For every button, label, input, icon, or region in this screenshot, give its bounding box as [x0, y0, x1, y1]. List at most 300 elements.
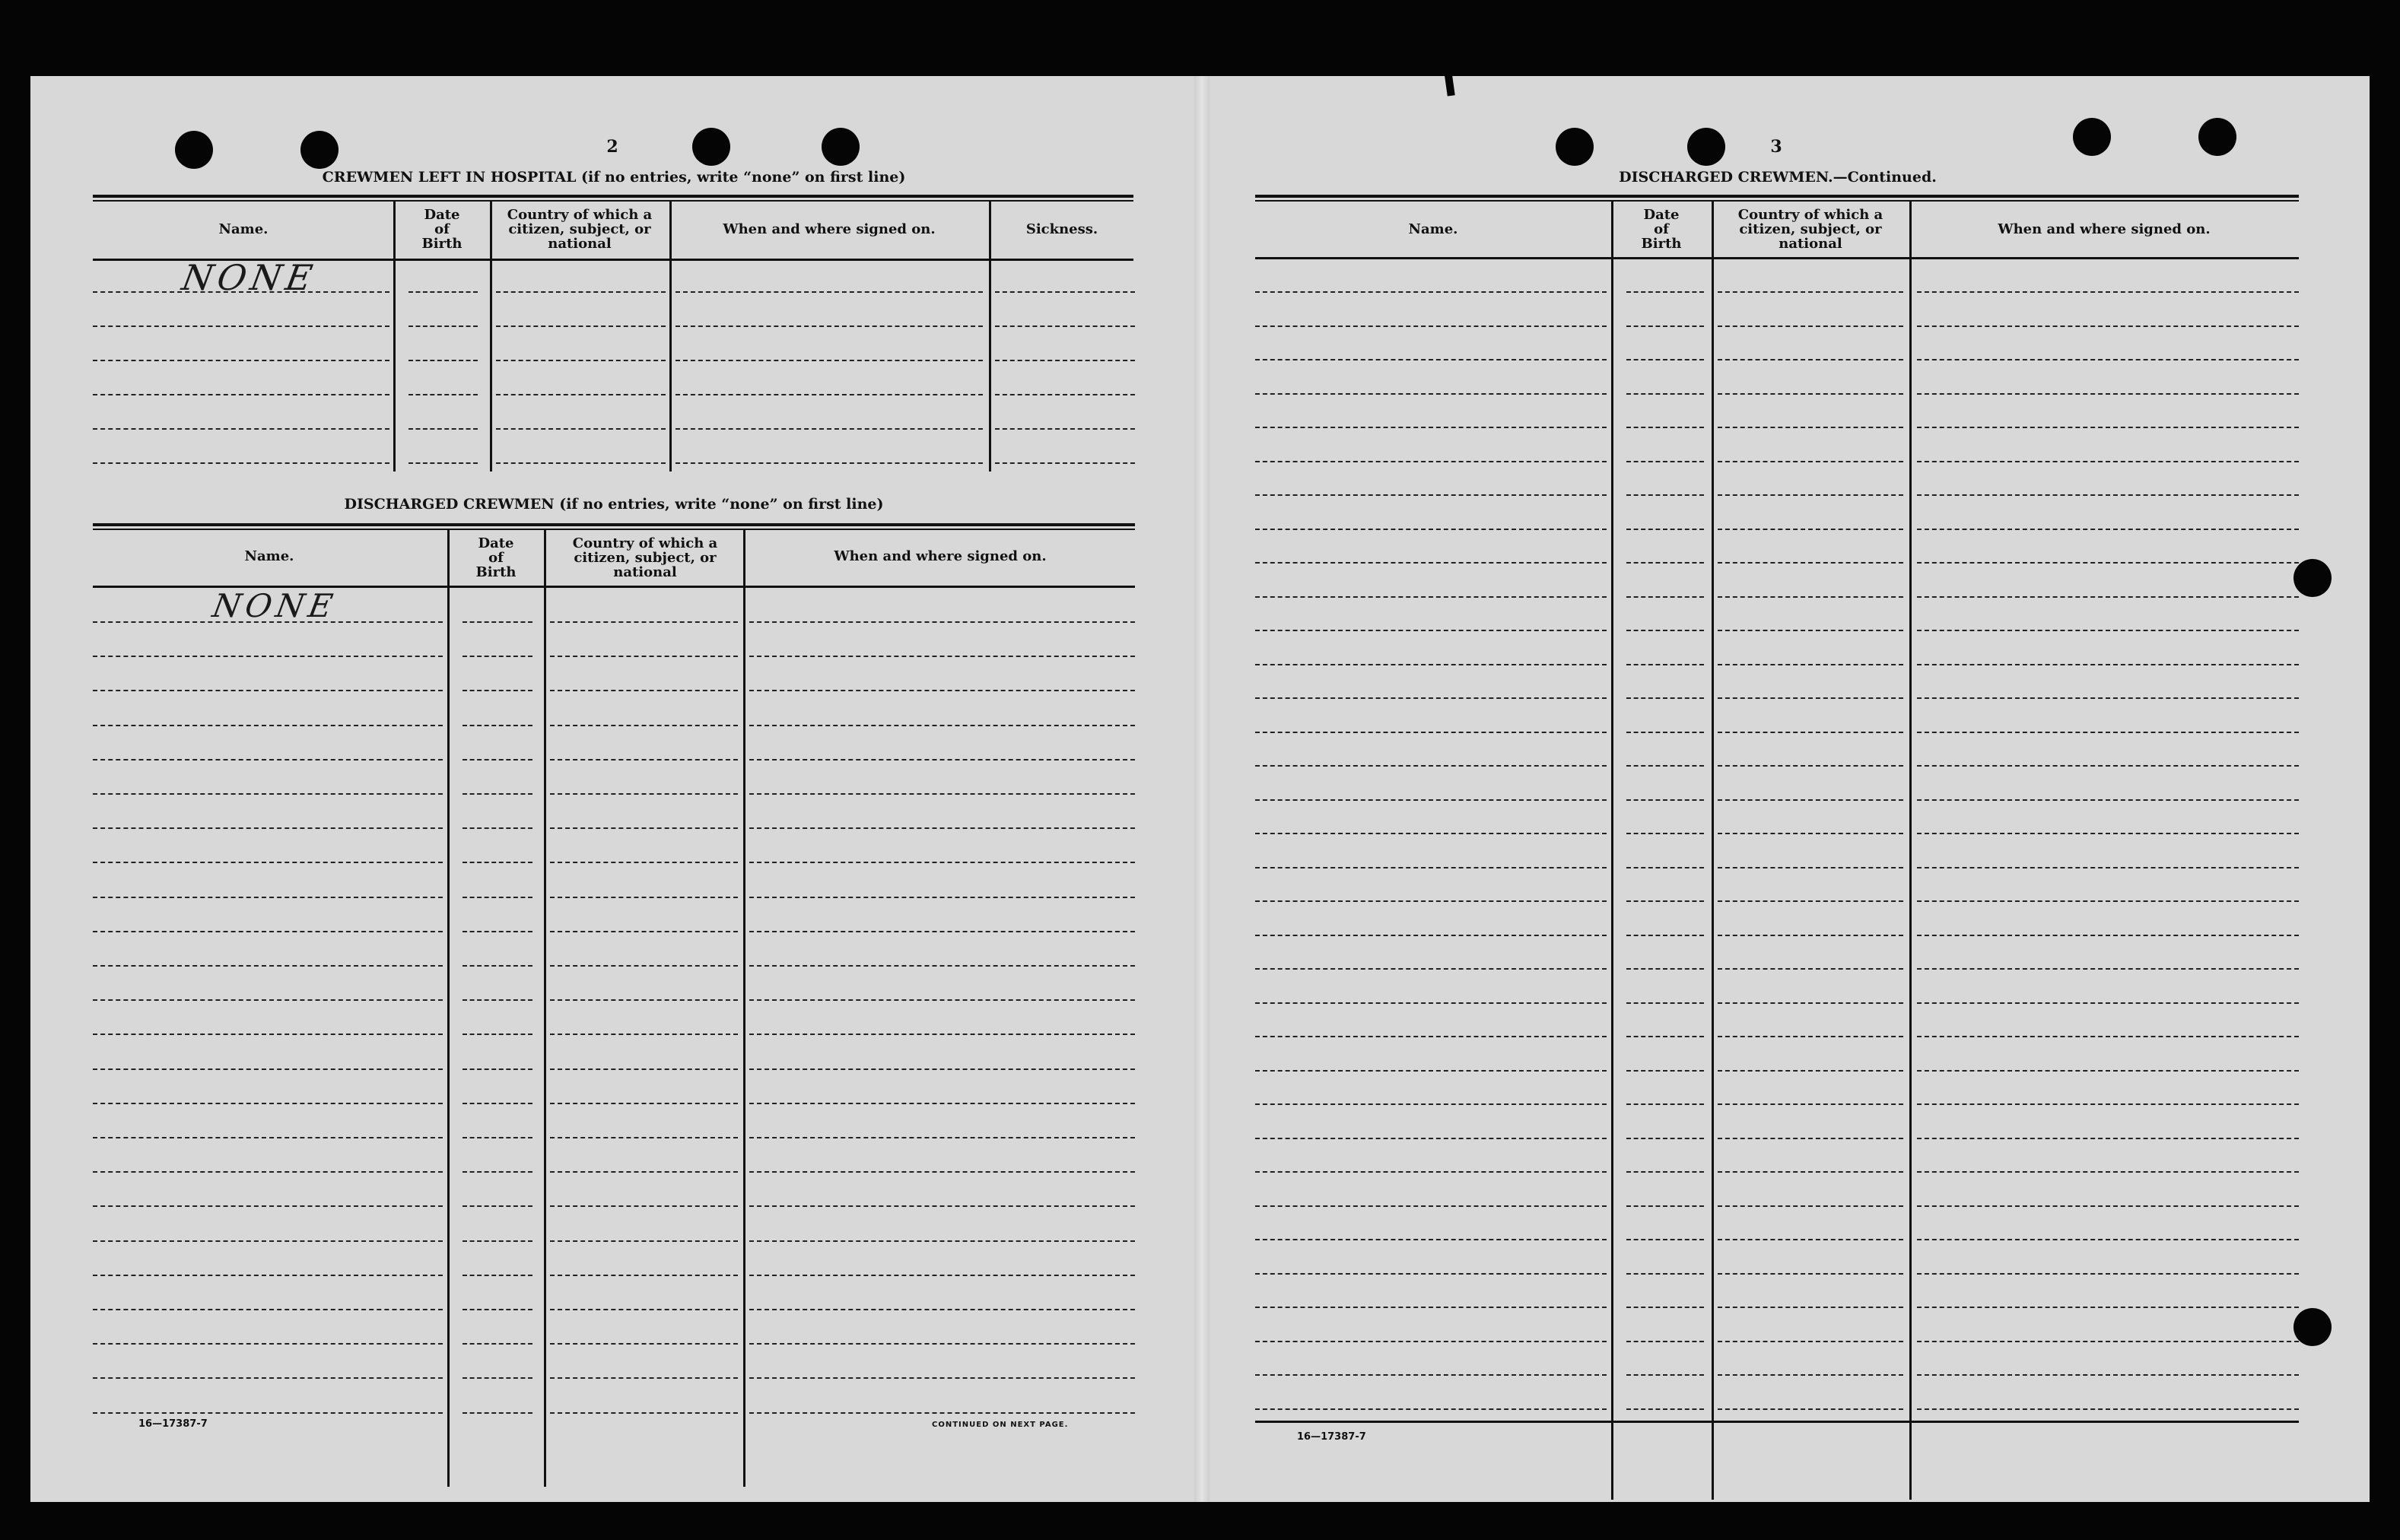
- ruled-line: [408, 291, 478, 293]
- ruled-line: [550, 1240, 738, 1242]
- ruled-line: [550, 931, 738, 932]
- ruled-line: [675, 428, 983, 430]
- ruled-line: [749, 1171, 1135, 1173]
- ruled-line: [1255, 664, 1607, 665]
- ruled-line: [463, 1137, 532, 1138]
- ruled-line: [1255, 1408, 1607, 1410]
- ruled-line: [93, 1240, 443, 1242]
- col-header-country: Country of which a citizen, subject, or national: [1737, 207, 1883, 252]
- ruled-line: [463, 621, 532, 623]
- ruled-line: [93, 759, 443, 760]
- ruled-line: [1626, 562, 1704, 564]
- handwritten-none: NONE: [209, 587, 340, 624]
- table-top-rule: [93, 195, 1133, 198]
- table-top-rule: [1255, 200, 2299, 202]
- ruled-line: [1255, 1138, 1607, 1139]
- ruled-line: [93, 1377, 443, 1379]
- ruled-line: [749, 1377, 1135, 1379]
- ruled-line: [93, 965, 443, 967]
- ruled-line: [749, 690, 1135, 691]
- ruled-line: [749, 725, 1135, 726]
- ruled-line: [1626, 494, 1704, 496]
- col-header-dob: Date of Birth: [1641, 207, 1682, 252]
- ruled-line: [995, 394, 1135, 395]
- ruled-line: [93, 656, 443, 657]
- ruled-line: [463, 725, 532, 726]
- ruled-line: [1718, 1205, 1903, 1207]
- punch-hole: [2294, 559, 2332, 597]
- ruled-line: [1718, 325, 1903, 327]
- ruled-line: [1718, 1341, 1903, 1342]
- hospital-section-title: CREWMEN LEFT IN HOSPITAL (if no entries, write “none” on first line): [322, 169, 906, 186]
- ruled-line: [1718, 900, 1903, 902]
- ruled-line: [675, 325, 983, 327]
- ruled-line: [1626, 1036, 1704, 1037]
- ruled-line: [1626, 291, 1704, 293]
- column-divider: [1611, 202, 1613, 1500]
- ruled-line: [93, 621, 443, 623]
- ruled-line: [675, 462, 983, 464]
- col-header-sickness: Sickness.: [1025, 221, 1098, 237]
- punch-hole: [2198, 118, 2236, 156]
- ruled-line: [749, 1103, 1135, 1104]
- col-header-dob: Date of Birth: [421, 207, 463, 252]
- ruled-line: [1917, 732, 2299, 733]
- col-header-signed-on: When and where signed on.: [834, 548, 1047, 564]
- ruled-line: [1626, 359, 1704, 360]
- ruled-line: [93, 862, 443, 863]
- ruled-line: [1917, 461, 2299, 462]
- ruled-line: [93, 999, 443, 1001]
- ruled-line: [93, 1103, 443, 1104]
- ruled-line: [1255, 867, 1607, 868]
- ruled-line: [1255, 427, 1607, 428]
- ruled-line: [463, 656, 532, 657]
- page-number-right: 3: [1770, 137, 1782, 157]
- ruled-line: [1917, 765, 2299, 767]
- ruled-line: [1917, 867, 2299, 868]
- ruled-line: [1917, 1273, 2299, 1275]
- ruled-line: [1255, 935, 1607, 936]
- ruled-line: [1255, 291, 1607, 293]
- ruled-line: [1718, 968, 1903, 970]
- table-bottom-rule: [1255, 1421, 2299, 1423]
- ruled-line: [749, 759, 1135, 760]
- ruled-line: [1626, 529, 1704, 530]
- ruled-line: [1917, 799, 2299, 801]
- ruled-line: [1718, 494, 1903, 496]
- ruled-line: [463, 827, 532, 829]
- ruled-line: [550, 1343, 738, 1345]
- ruled-line: [1718, 1307, 1903, 1308]
- ruled-line: [1718, 461, 1903, 462]
- ruled-line: [675, 394, 983, 395]
- page-fold: [1194, 76, 1210, 1502]
- ruled-line: [1626, 697, 1704, 699]
- ruled-line: [463, 1240, 532, 1242]
- ruled-line: [1255, 900, 1607, 902]
- ruled-line: [1917, 900, 2299, 902]
- ruled-line: [1626, 1341, 1704, 1342]
- ruled-line: [1255, 1374, 1607, 1376]
- ruled-line: [93, 1068, 443, 1070]
- ruled-line: [1626, 427, 1704, 428]
- col-header-name: Name.: [1408, 221, 1458, 237]
- ruled-line: [749, 1240, 1135, 1242]
- ruled-line: [1718, 867, 1903, 868]
- ruled-line: [1917, 935, 2299, 936]
- ruled-line: [1626, 900, 1704, 902]
- ruled-line: [463, 1068, 532, 1070]
- ruled-line: [995, 360, 1135, 361]
- ruled-line: [1255, 630, 1607, 631]
- ruled-line: [1255, 799, 1607, 801]
- ruled-line: [1626, 393, 1704, 395]
- column-divider: [1712, 202, 1714, 1500]
- ruled-line: [749, 965, 1135, 967]
- ruled-line: [93, 1205, 443, 1207]
- ruled-line: [1255, 596, 1607, 598]
- ruled-line: [749, 1343, 1135, 1345]
- table-top-rule: [93, 529, 1135, 530]
- ruled-line: [1255, 494, 1607, 496]
- ruled-line: [1718, 427, 1903, 428]
- ruled-line: [995, 325, 1135, 327]
- ruled-line: [1718, 799, 1903, 801]
- ruled-line: [1626, 1307, 1704, 1308]
- ruled-line: [1626, 630, 1704, 631]
- ruled-line: [1255, 833, 1607, 834]
- ruled-line: [1917, 1307, 2299, 1308]
- ruled-line: [408, 428, 478, 430]
- ruled-line: [550, 1412, 738, 1414]
- ruled-line: [1718, 596, 1903, 598]
- ruled-line: [1255, 461, 1607, 462]
- ruled-line: [749, 827, 1135, 829]
- ruled-line: [93, 1309, 443, 1310]
- ruled-line: [1917, 697, 2299, 699]
- ruled-line: [1626, 968, 1704, 970]
- ruled-line: [1917, 325, 2299, 327]
- ruled-line: [1718, 529, 1903, 530]
- ruled-line: [550, 1275, 738, 1276]
- ruled-line: [93, 1137, 443, 1138]
- ruled-line: [550, 965, 738, 967]
- column-divider: [1909, 202, 1912, 1500]
- ruled-line: [749, 1137, 1135, 1138]
- ruled-line: [550, 1137, 738, 1138]
- ruled-line: [1255, 1273, 1607, 1275]
- punch-hole: [175, 131, 213, 169]
- ruled-line: [550, 1171, 738, 1173]
- ruled-line: [1917, 1070, 2299, 1072]
- ruled-line: [93, 1034, 443, 1035]
- ruled-line: [1917, 494, 2299, 496]
- ruled-line: [463, 965, 532, 967]
- ruled-line: [1626, 1070, 1704, 1072]
- column-divider: [743, 530, 745, 1487]
- discharged-continued-title: DISCHARGED CREWMEN.—Continued.: [1619, 169, 1937, 186]
- ruled-line: [1255, 1239, 1607, 1240]
- ruled-line: [1917, 596, 2299, 598]
- ruled-line: [1626, 1138, 1704, 1139]
- ruled-line: [1626, 1002, 1704, 1004]
- ruled-line: [1917, 630, 2299, 631]
- ruled-line: [1718, 1103, 1903, 1105]
- ruled-line: [1718, 630, 1903, 631]
- table-top-rule: [93, 523, 1135, 526]
- punch-hole: [1556, 128, 1594, 166]
- column-divider: [989, 202, 991, 472]
- ruled-line: [550, 862, 738, 863]
- ruled-line: [1255, 325, 1607, 327]
- ruled-line: [995, 428, 1135, 430]
- ruled-line: [749, 1205, 1135, 1207]
- ruled-line: [1718, 1002, 1903, 1004]
- ruled-line: [1626, 1273, 1704, 1275]
- ruled-line: [463, 690, 532, 691]
- ruled-line: [1917, 833, 2299, 834]
- ruled-line: [1255, 1002, 1607, 1004]
- ruled-line: [93, 897, 443, 898]
- ruled-line: [93, 1412, 443, 1414]
- punch-hole: [2073, 118, 2111, 156]
- ruled-line: [675, 360, 983, 361]
- ruled-line: [1917, 427, 2299, 428]
- ruled-line: [1626, 1239, 1704, 1240]
- ruled-line: [550, 1034, 738, 1035]
- ruled-line: [749, 656, 1135, 657]
- ruled-line: [1626, 664, 1704, 665]
- col-header-signed-on: When and where signed on.: [723, 221, 936, 237]
- ruled-line: [496, 394, 666, 395]
- column-divider: [447, 530, 450, 1487]
- ruled-line: [749, 1309, 1135, 1310]
- ruled-line: [1255, 393, 1607, 395]
- ruled-line: [1626, 833, 1704, 834]
- ruled-line: [1917, 1036, 2299, 1037]
- column-divider: [490, 202, 492, 472]
- ruled-line: [1917, 562, 2299, 564]
- ruled-line: [408, 462, 478, 464]
- ruled-line: [1917, 529, 2299, 530]
- ruled-line: [1718, 833, 1903, 834]
- form-number-left: 16—17387-7: [138, 1418, 208, 1430]
- ruled-line: [1718, 562, 1903, 564]
- ruled-line: [1718, 1138, 1903, 1139]
- punch-hole: [822, 128, 860, 166]
- ruled-line: [1255, 1103, 1607, 1105]
- ruled-line: [550, 1377, 738, 1379]
- ruled-line: [550, 690, 738, 691]
- ruled-line: [93, 690, 443, 691]
- ruled-line: [550, 793, 738, 795]
- ruled-line: [550, 999, 738, 1001]
- ruled-line: [1255, 359, 1607, 360]
- ruled-line: [463, 1275, 532, 1276]
- ruled-line: [1917, 291, 2299, 293]
- ruled-line: [93, 394, 389, 395]
- ruled-line: [550, 1068, 738, 1070]
- ruled-line: [995, 291, 1135, 293]
- punch-hole: [692, 128, 730, 166]
- ruled-line: [1718, 732, 1903, 733]
- ruled-line: [1718, 1171, 1903, 1173]
- header-bottom-rule: [1255, 257, 2299, 259]
- ruled-line: [1917, 393, 2299, 395]
- ruled-line: [463, 862, 532, 863]
- ruled-line: [749, 1412, 1135, 1414]
- ruled-line: [463, 931, 532, 932]
- ruled-line: [550, 1103, 738, 1104]
- punch-hole: [1687, 128, 1725, 166]
- ruled-line: [749, 1034, 1135, 1035]
- ruled-line: [496, 462, 666, 464]
- ruled-line: [496, 325, 666, 327]
- ruled-line: [1718, 1239, 1903, 1240]
- ruled-line: [408, 360, 478, 361]
- ruled-line: [496, 428, 666, 430]
- ruled-line: [93, 1171, 443, 1173]
- ruled-line: [463, 1171, 532, 1173]
- ruled-line: [550, 1309, 738, 1310]
- ruled-line: [93, 931, 443, 932]
- column-divider: [393, 202, 396, 472]
- ruled-line: [1255, 529, 1607, 530]
- ruled-line: [93, 462, 389, 464]
- col-header-country: Country of which a citizen, subject, or national: [507, 207, 653, 252]
- ruled-line: [1917, 1138, 2299, 1139]
- punch-hole: [300, 131, 339, 169]
- ruled-line: [550, 621, 738, 623]
- col-header-name: Name.: [218, 221, 269, 237]
- ruled-line: [1626, 1103, 1704, 1105]
- col-header-name: Name.: [244, 548, 294, 564]
- ruled-line: [1626, 1374, 1704, 1376]
- ruled-line: [1626, 732, 1704, 733]
- ruled-line: [1626, 935, 1704, 936]
- ruled-line: [1917, 1002, 2299, 1004]
- ruled-line: [1917, 664, 2299, 665]
- ruled-line: [93, 1343, 443, 1345]
- ruled-line: [1917, 1171, 2299, 1173]
- ruled-line: [749, 931, 1135, 932]
- ruled-line: [463, 759, 532, 760]
- ruled-line: [93, 325, 389, 327]
- ruled-line: [1718, 1036, 1903, 1037]
- punch-hole: [2294, 1308, 2332, 1346]
- ruled-line: [408, 394, 478, 395]
- ruled-line: [1626, 765, 1704, 767]
- ruled-line: [1718, 697, 1903, 699]
- ruled-line: [1626, 596, 1704, 598]
- ruled-line: [749, 999, 1135, 1001]
- ruled-line: [1718, 1273, 1903, 1275]
- ruled-line: [1255, 968, 1607, 970]
- ruled-line: [463, 999, 532, 1001]
- handwritten-none: NONE: [179, 257, 320, 298]
- ruled-line: [463, 793, 532, 795]
- ruled-line: [93, 291, 389, 293]
- page-number-left: 2: [606, 137, 618, 157]
- col-header-country: Country of which a citizen, subject, or national: [572, 535, 718, 580]
- ruled-line: [1626, 1408, 1704, 1410]
- col-header-signed-on: When and where signed on.: [1998, 221, 2211, 237]
- ruled-line: [463, 1412, 532, 1414]
- ruled-line: [749, 1275, 1135, 1276]
- table-top-rule: [1255, 195, 2299, 198]
- col-header-dob: Date of Birth: [475, 535, 517, 580]
- ruled-line: [408, 325, 478, 327]
- ruled-line: [1626, 325, 1704, 327]
- ruled-line: [1718, 1070, 1903, 1072]
- ruled-line: [93, 360, 389, 361]
- ruled-line: [463, 1103, 532, 1104]
- ruled-line: [93, 725, 443, 726]
- ruled-line: [1255, 1171, 1607, 1173]
- table-top-rule: [93, 200, 1133, 202]
- staple-mark: [1443, 65, 1454, 96]
- ruled-line: [1255, 1341, 1607, 1342]
- ruled-line: [496, 291, 666, 293]
- ruled-line: [1917, 1408, 2299, 1410]
- ruled-line: [1718, 765, 1903, 767]
- discharged-section-title: DISCHARGED CREWMEN (if no entries, write “none” on first line): [344, 496, 884, 513]
- ruled-line: [1255, 1070, 1607, 1072]
- ruled-line: [550, 656, 738, 657]
- ruled-line: [1718, 664, 1903, 665]
- ruled-line: [1718, 393, 1903, 395]
- ruled-line: [1718, 291, 1903, 293]
- ruled-line: [1626, 867, 1704, 868]
- ruled-line: [749, 621, 1135, 623]
- form-number-right: 16—17387-7: [1297, 1431, 1366, 1443]
- ruled-line: [995, 462, 1135, 464]
- ruled-line: [1626, 1171, 1704, 1173]
- ruled-line: [1626, 799, 1704, 801]
- continued-note: CONTINUED ON NEXT PAGE.: [932, 1421, 1069, 1429]
- ruled-line: [463, 1205, 532, 1207]
- ruled-line: [1917, 1374, 2299, 1376]
- ruled-line: [463, 1343, 532, 1345]
- ruled-line: [1718, 1374, 1903, 1376]
- ruled-line: [1255, 732, 1607, 733]
- column-divider: [669, 202, 672, 472]
- ruled-line: [1917, 1205, 2299, 1207]
- ruled-line: [1917, 1239, 2299, 1240]
- ruled-line: [463, 1034, 532, 1035]
- ruled-line: [1718, 935, 1903, 936]
- ruled-line: [496, 360, 666, 361]
- ruled-line: [1626, 461, 1704, 462]
- ruled-line: [1255, 1205, 1607, 1207]
- ruled-line: [749, 1068, 1135, 1070]
- ruled-line: [749, 862, 1135, 863]
- ruled-line: [550, 1205, 738, 1207]
- ruled-line: [1718, 1408, 1903, 1410]
- ruled-line: [1255, 562, 1607, 564]
- ruled-line: [675, 291, 983, 293]
- ruled-line: [1255, 765, 1607, 767]
- ruled-line: [550, 725, 738, 726]
- ruled-line: [1917, 1341, 2299, 1342]
- ruled-line: [1917, 1103, 2299, 1105]
- ruled-line: [1255, 697, 1607, 699]
- ruled-line: [463, 897, 532, 898]
- ruled-line: [749, 897, 1135, 898]
- ruled-line: [1255, 1036, 1607, 1037]
- ruled-line: [1255, 1307, 1607, 1308]
